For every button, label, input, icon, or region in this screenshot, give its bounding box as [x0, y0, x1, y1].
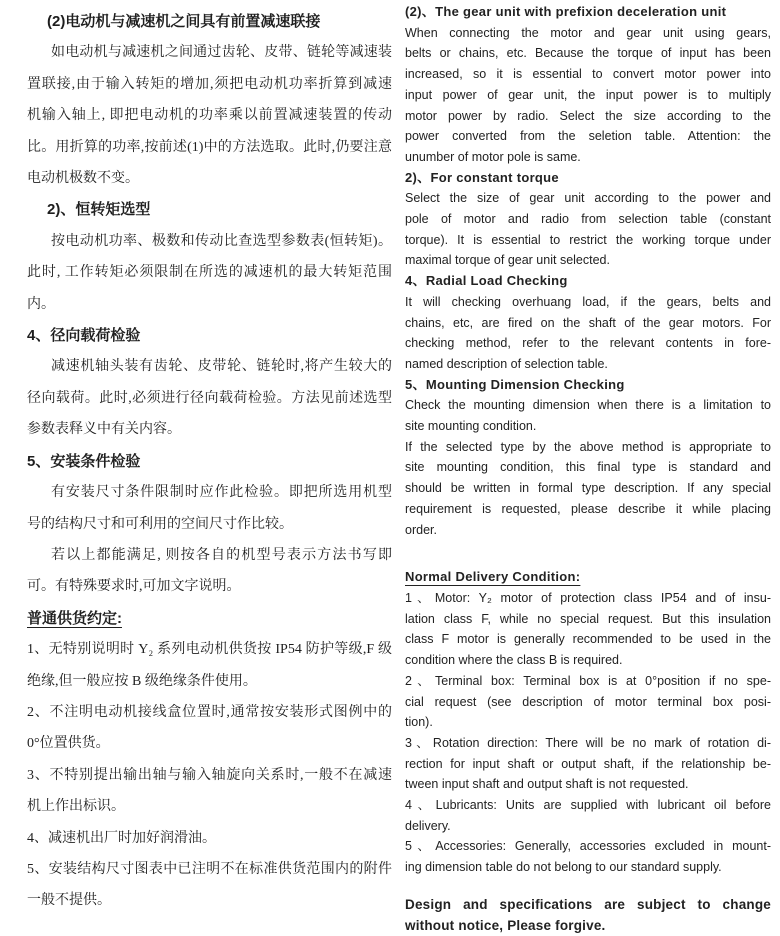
delivery-item-2-zh: 2、不注明电动机接线盒位置时,通常按安装形式图例中的 0°位置供货。	[27, 704, 392, 752]
heading-radial-load-checking-en: 4、Radial Load Checking	[405, 273, 568, 289]
heading-constant-torque-zh: 2)、恒转矩选型	[47, 201, 151, 219]
delivery-item-1-zh: 1、无特别说明时 Y₂ 系列电动机供货按 IP54 防护等级,F 级 绝缘,但一般应按 B 级绝缘条件使用。	[27, 642, 392, 689]
paragraph-constant-torque-en: Select the size of gear unit according to the power and pole of motor and radio from selection table (constant torque). It is essential to restrict the working torque under maximal torque of gear unit selected.	[405, 191, 771, 268]
heading-normal-delivery-condition-en: Normal Delivery Condition:	[405, 569, 581, 585]
delivery-item-4-zh: 4、减速机出厂时加好润滑油。	[27, 830, 216, 846]
heading-constant-torque-en: 2)、For constant torque	[405, 169, 559, 185]
english-column	[405, 2, 771, 936]
heading-normal-delivery-zh: 普通供货约定:	[27, 609, 122, 627]
paragraph-prefixed-reduction-zh: 如电动机与减速机之间通过齿轮、皮带、链轮等减速装 置联接,由于输入转矩的增加,须把电动机功率折算到减速 机输入轴上, 即把电动机的功率乘以前置减速装置的传动 比。用折算的功率,按前述(1)中的方法选取。此时,仍要注意 电动机极数不变。	[27, 45, 392, 187]
paragraph-radial-load-checking-en: It will checking overhuang load, if the gears, belts and chains, etc, are fired on the shaft of the gear motors. For checking method, refer to the relevant contents in fore- named description of selection table.	[405, 294, 771, 371]
design-change-statement: Design and specifications are subject to change without notice, Please forgive.	[405, 896, 771, 934]
heading-radial-load-zh: 4、径向载荷检验	[27, 327, 141, 345]
delivery-item-terminal-box-en: 2、Terminal box: Terminal box is at 0°position if no spe- cial request (see description of motor terminal box posi- tion).	[405, 673, 771, 730]
delivery-item-5-zh: 5、安装结构尺寸图表中已注明不在标准供货范围内的附件 一般不提供。	[27, 861, 392, 909]
paragraph-mounting-dimension-en: Check the mounting dimension when there is a limitation to site mounting condition.	[405, 398, 771, 434]
heading-prefixion-deceleration-en: (2)、The gear unit with prefixion deceleration unit	[405, 4, 727, 19]
paragraph-type-description-zh: 若以上都能满足, 则按各自的机型号表示方法书写即 可。有特殊要求时,可加文字说明。	[27, 547, 392, 595]
delivery-item-motor-en: 1、Motor: Y₂ motor of protection class IP54 and of insu- lation class F, while no special request. But this insulation class F motor is generally recommended to be used in the condition where the class B is required.	[405, 590, 771, 668]
delivery-item-lubricants-en: 4、Lubricants: Units are supplied with lubricant oil before delivery.	[405, 798, 771, 833]
paragraph-selected-type-en: If the selected type by the above method is appropriate to site mounting condition, this final type is standard and should be written in formal type description. If any special requirement is requested, please describe it while placing order.	[405, 439, 771, 537]
delivery-item-rotation-direction-en: 3、Rotation direction: There will be no mark of rotation di- rection for input shaft or output shaft, if the relationship be- tween input shaft and output shaft is not requested.	[405, 735, 771, 792]
chinese-column	[27, 6, 392, 917]
paragraph-mounting-condition-zh: 有安装尺寸条件限制时应作此检验。即把所选用机型 号的结构尺寸和可利用的空间尺寸作比较。	[27, 485, 392, 532]
heading-mounting-condition-zh: 5、安装条件检验	[27, 452, 141, 470]
heading-mounting-dimension-checking-en: 5、Mounting Dimension Checking	[405, 376, 625, 392]
paragraph-constant-torque-zh: 按电动机功率、极数和传动比查选型参数表(恒转矩)。 此时, 工作转矩必须限制在所选的减速机的最大转矩范围 内。	[27, 233, 392, 312]
delivery-item-3-zh: 3、不特别提出输出轴与输入轴旋向关系时,一般不在减速 机上作出标识。	[27, 767, 392, 815]
heading-prefixed-reduction-connection-zh: (2)电动机与减速机之间具有前置减速联接	[47, 13, 321, 30]
delivery-item-accessories-en: 5、Accessories: Generally, accessories excluded in mount- ing dimension table do not belong to our standard supply.	[405, 839, 771, 875]
paragraph-radial-load-zh: 减速机轴头装有齿轮、皮带轮、链轮时,将产生较大的 径向载荷。此时,必须进行径向载荷检验。方法见前述选型 参数表释义中有关内容。	[27, 359, 392, 438]
paragraph-prefixion-deceleration-en: When connecting the motor and gear unit using gears, belts or chains, etc. Because the torque of input has been increased, so it is essential to convert motor power into input power of gear unit, the input power is to multiply motor power by radio. Select the size according to the power converted from the seletion table. Attention: the unumber of motor pole is same.	[405, 25, 771, 164]
